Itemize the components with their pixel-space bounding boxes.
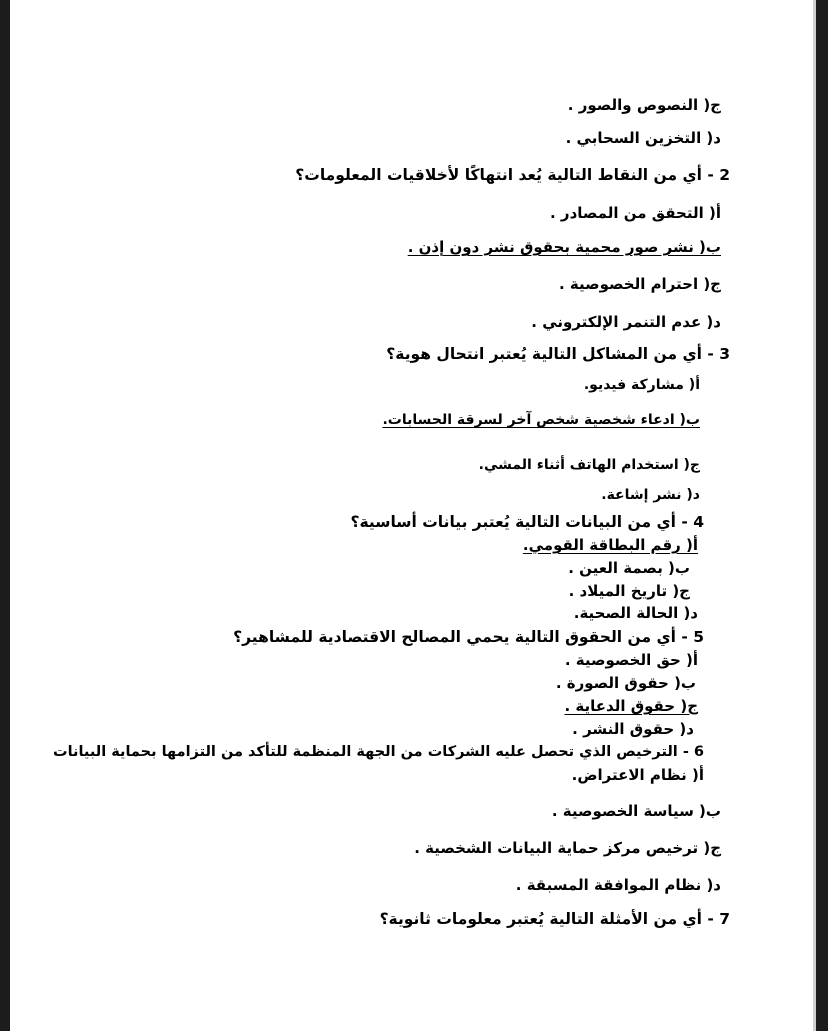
option-a-q5: أ( حق الخصوصية . [564,651,698,669]
option-d-q4: د( الحالة الصحية. [573,604,698,622]
question-7: 7 - أي من الأمثلة التالية يُعتبر معلومات ثانوية؟ [379,910,730,928]
option-c-q3: ج( استخدام الهاتف أثناء المشي. [478,457,700,473]
option-a-q6: أ( نظام الاعتراض. [571,766,704,784]
option-c-q4: ج( تاريخ الميلاد . [568,582,690,600]
question-4: 4 - أي من البيانات التالية يُعتبر بيانات أساسية؟ [350,513,704,531]
option-c-q6: ج( ترخيص مركز حماية البيانات الشخصية . [414,839,721,857]
option-a-q3: أ( مشاركة فيديو. [583,377,700,393]
option-d-q5: د( حقوق النشر . [572,720,694,738]
question-5: 5 - أي من الحقوق التالية يحمي المصالح الاقتصادية للمشاهير؟ [233,628,704,646]
option-b-q6: ب( سياسة الخصوصية . [551,802,721,820]
question-6: 6 - الترخيص الذي تحصل عليه الشركات من الجهة المنظمة للتأكد من التزامها بحماية البيانات [53,744,704,760]
option-b-q4: ب( بصمة العين . [568,559,690,577]
option-c-q1: ج( النصوص والصور . [567,96,721,114]
question-2: 2 - أي من النقاط التالية يُعد انتهاكًا لأخلاقيات المعلومات؟ [295,166,730,184]
option-d-q3: د( نشر إشاعة. [601,487,700,503]
option-b-q3-answer: ب( ادعاء شخصية شخص آخر لسرقة الحسابات. [382,412,700,428]
page-left-edge [0,0,10,1031]
page-right-edge [816,0,828,1031]
option-c-q2: ج( احترام الخصوصية . [558,275,721,293]
option-b-q2-answer: ب( نشر صور محمية بحقوق نشر دون إذن . [407,238,721,256]
option-a-q4-answer: أ( رقم البطاقة القومي. [522,536,698,554]
option-b-q5: ب( حقوق الصورة . [555,674,696,692]
option-c-q5-answer: ج( حقوق الدعاية . [564,697,698,715]
option-a-q2: أ( التحقق من المصادر . [550,204,721,222]
question-3: 3 - أي من المشاكل التالية يُعتبر انتحال هوية؟ [386,345,730,363]
option-d-q1: د( التخزين السحابي . [565,129,721,147]
option-d-q6: د( نظام الموافقة المسبقة . [515,876,721,894]
option-d-q2: د( عدم التنمر الإلكتروني . [531,313,721,331]
